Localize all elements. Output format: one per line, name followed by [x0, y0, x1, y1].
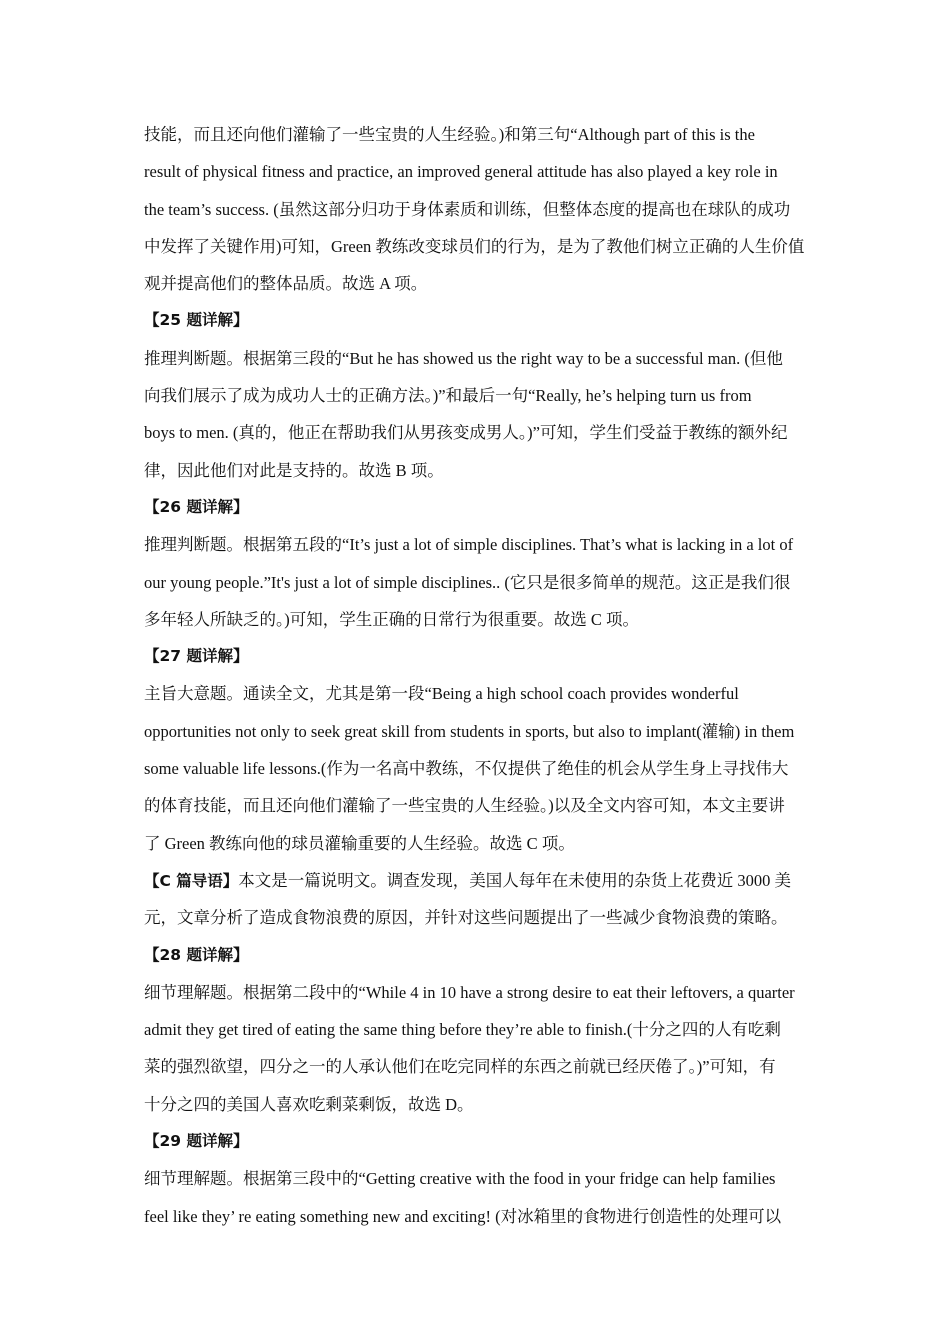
text-line: 细节理解题。根据第二段中的“While 4 in 10 have a strong desire to eat their leftovers, a quarter — [144, 982, 795, 1002]
text-line: 推理判断题。根据第三段的“But he has showed us the right way to be a successful man. (但他 — [144, 348, 783, 368]
section-heading-26: 【26 题详解】 — [144, 497, 249, 516]
text-line: 律，因此他们对此是支持的。故选 B 项。 — [144, 460, 444, 480]
passage-c-lead-text: 本文是一篇说明文。调查发现，美国人每年在未使用的杂货上花费近 3000 美 — [238, 870, 792, 890]
text-line: our young people.”It's just a lot of simple disciplines.. (它只是很多简单的规范。这正是我们很 — [144, 572, 791, 592]
text-line: some valuable life lessons.(作为一名高中教练，不仅提供了绝佳的机会从学生身上寻找伟大 — [144, 759, 789, 779]
text-line: 主旨大意题。通读全文，尤其是第一段“Being a high school coach provides wonderful — [144, 684, 739, 704]
text-line: 菜的强烈欲望，四分之一的人承认他们在吃完同样的东西之前就已经厌倦了。)”可知，有 — [144, 1057, 776, 1077]
text-line: result of physical fitness and practice, an improved general attitude has also played a key role in — [144, 162, 778, 182]
passage-c-lead-line — [144, 862, 810, 899]
section-heading-27: 【27 题详解】 — [144, 647, 249, 666]
text-line: 向我们展示了成为成功人士的正确方法。)”和最后一句“Really, he’s helping turn us from — [144, 386, 752, 406]
document-body — [144, 116, 810, 1235]
text-line: 推理判断题。根据第五段的“It’s just a lot of simple disciplines. That’s what is lacking in a lot of — [144, 535, 794, 555]
text-line: boys to men. (真的，他正在帮助我们从男孩变成男人。)”可知，学生们受益于教练的额外纪 — [144, 423, 788, 443]
text-line: 细节理解题。根据第三段中的“Getting creative with the food in your fridge can help families — [144, 1169, 776, 1189]
text-line: 技能，而且还向他们灌输了一些宝贵的人生经验。)和第三句“Although part of this is the — [144, 125, 755, 144]
text-line: 多年轻人所缺乏的。)可知，学生正确的日常行为很重要。故选 C 项。 — [144, 609, 639, 629]
text-line: the team’s success. (虽然这部分归功于身体素质和训练，但整体态度的提高也在球队的成功 — [144, 199, 791, 219]
text-line: 了 Green 教练向他的球员灌输重要的人生经验。故选 C 项。 — [144, 833, 575, 853]
passage-c-lead-label: 【C 篇导语】 — [144, 871, 239, 890]
text-line: admit they get tired of eating the same thing before they’re able to finish.(十分之四的人有吃剩 — [144, 1020, 781, 1040]
section-heading-29: 【29 题详解】 — [144, 1132, 249, 1151]
section-heading-25: 【25 题详解】 — [144, 311, 249, 330]
text-line: 元，文章分析了造成食物浪费的原因，并针对这些问题提出了一些减少食物浪费的策略。 — [144, 908, 788, 928]
text-line: 中发挥了关键作用)可知，Green 教练改变球员们的行为，是为了教他们树立正确的人生价值 — [144, 236, 805, 256]
section-heading-28: 【28 题详解】 — [144, 945, 249, 964]
text-line: 的体育技能，而且还向他们灌输了一些宝贵的人生经验。)以及全文内容可知，本文主要讲 — [144, 796, 785, 816]
text-line: 十分之四的美国人喜欢吃剩菜剩饭，故选 D。 — [144, 1094, 474, 1114]
text-line: opportunities not only to seek great skill from students in sports, but also to implant(灌输) in them — [144, 721, 795, 741]
text-line: feel like they’ re eating something new and exciting! (对冰箱里的食物进行创造性的处理可以 — [144, 1206, 782, 1226]
text-line: 观并提高他们的整体品质。故选 A 项。 — [144, 274, 428, 294]
